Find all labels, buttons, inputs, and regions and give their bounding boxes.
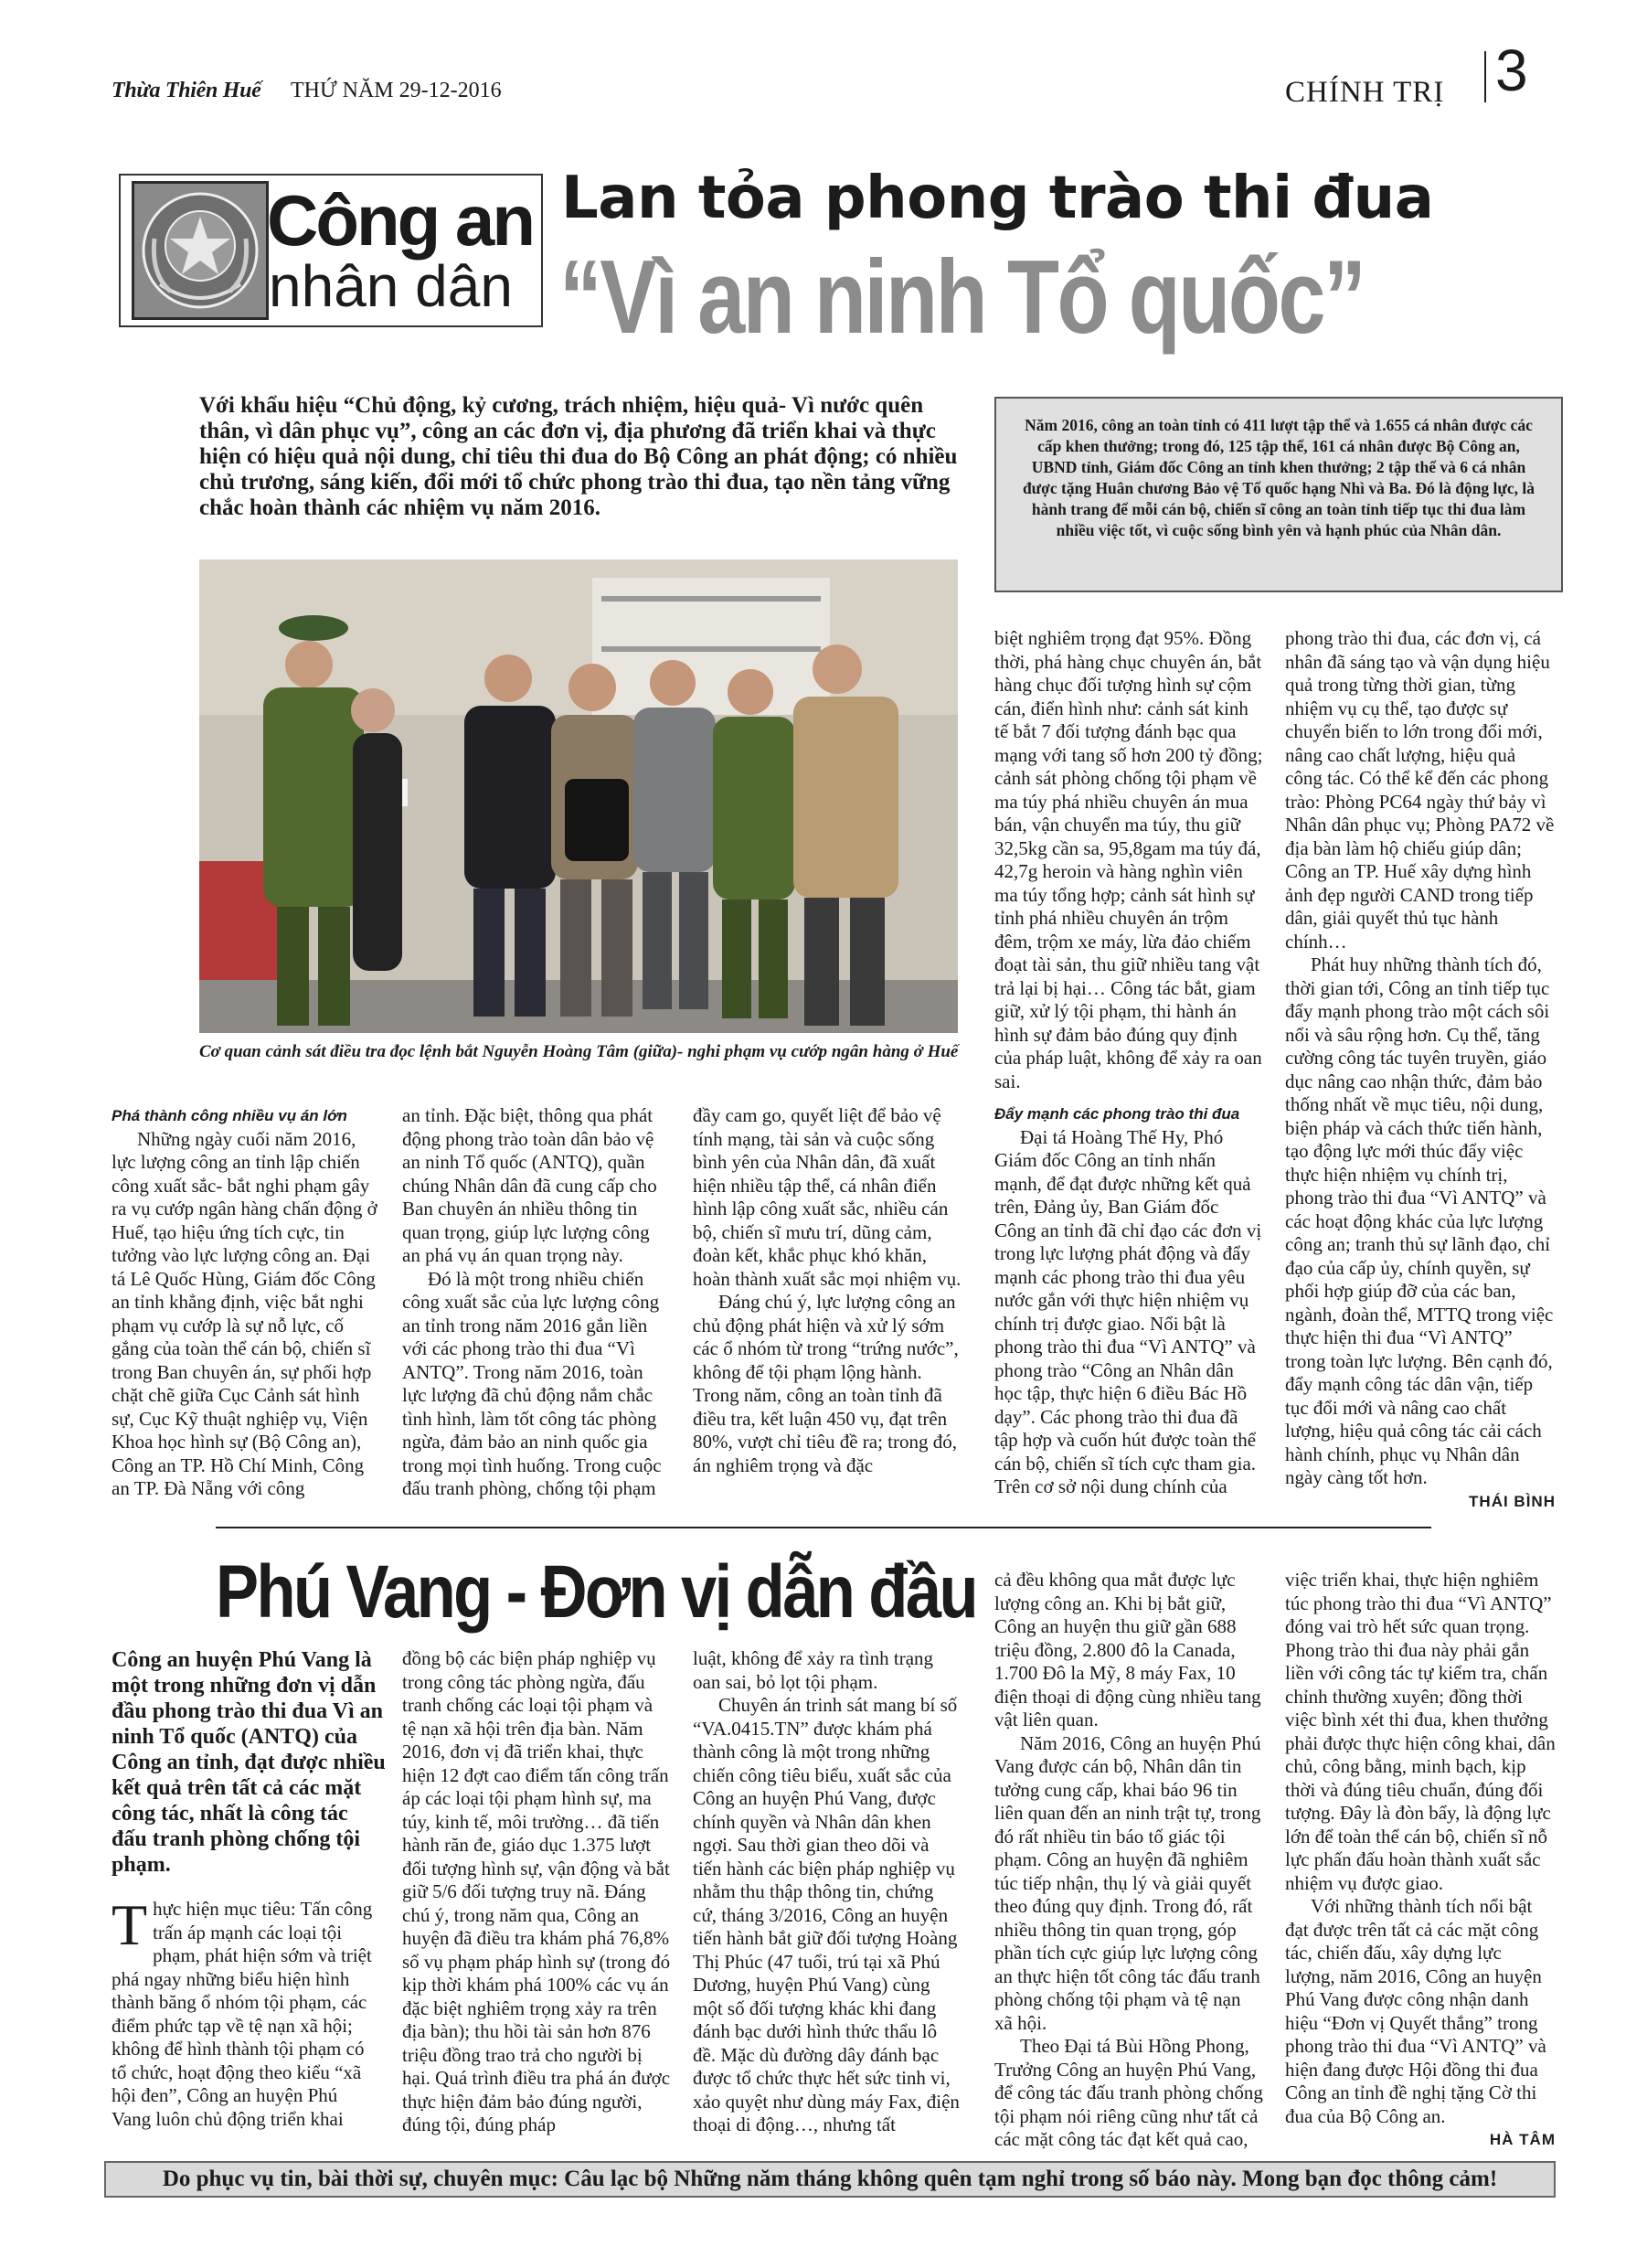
publication-name: Thừa Thiên Huế xyxy=(112,79,261,102)
article2-column-2 xyxy=(402,1647,671,2137)
paragraph: việc triển khai, thực hiện nghiêm túc phong trào thi đua “Vì ANTQ” đóng vai trò hết sức quan trọng. Phong trào thi đua này phải gắn liền với công tác tự kiểm tra, chấn chỉnh thường xuyên; đồng thời việc bình xét thi đua, khen thưởng phải được thực hiện công khai, dân chủ, công bằng, minh bạch, kịp thời và đúng tiêu chuẩn, đúng đối tượng. Đây là đòn bẩy, là động lực lớn để toàn thể cán bộ, chiến sĩ nỗ lực phấn đấu hoàn thành xuất sắc nhiệm vụ được giao. xyxy=(1285,1569,1556,1894)
article2-lead: Công an huyện Phú Vang là một trong những đơn vị dẫn đầu phong trào thi đua Vì an ninh Tổ quốc (ANTQ) của Công an tỉnh, đạt được nhiều kết quả trên tất cả các mặt công tác, nhất là công tác đấu tranh phòng chống tội phạm. xyxy=(112,1648,386,1877)
headline-line2: “Vì an ninh Tổ quốc” xyxy=(559,240,1365,356)
emblem-graphic xyxy=(134,184,266,317)
article2-column-3 xyxy=(693,1647,962,2137)
paragraph: Đó là một trong nhiều chiến công xuất sắc của lực lượng công an tỉnh trong năm 2016 gắn liền với các phong trào thi đua “Vì ANTQ”. Trong năm 2016, toàn lực lượng đã chủ động nắm chắc tình hình, làm tốt công tác phòng ngừa, đảm bảo an ninh quốc gia trong mọi tình huống. Trong cuộc đấu tranh phòng, chống tội phạm xyxy=(402,1267,662,1499)
paragraph: đầy cam go, quyết liệt để bảo vệ tính mạng, tài sản và cuộc sống bình yên của Nhân dân, đã xuất hiện nhiều tập thể, cá nhân điển hình lập công xuất sắc, nhiều cán bộ, chiến sĩ mưu trí, dũng cảm, đoàn kết, khắc phục khó khăn, hoàn thành xuất sắc mọi nhiệm vụ. xyxy=(693,1104,962,1290)
paragraph: Đại tá Hoàng Thế Hy, Phó Giám đốc Công an tỉnh nhấn mạnh, để đạt được những kết quả trên, Đảng ủy, Ban Giám đốc Công an tỉnh đã chỉ đạo các đơn vị trong lực lượng phát động và đẩy mạnh các phong trào thi đua yêu nước gắn với thực hiện nhiệm vụ chính trị được giao. Nổi bật là phong trào thi đua “Vì ANTQ” và phong trào “Công an Nhân dân học tập, thực hiện 6 điều Bác Hồ dạy”. Các phong trào thi đua đã tập hợp và cuốn hút được toàn thể cán bộ, chiến sĩ tích cực tham gia. Trên cơ sở nội dung chính của xyxy=(994,1125,1262,1497)
paragraph: Năm 2016, Công an huyện Phú Vang được cán bộ, Nhân dân tin tưởng cung cấp, khai báo 96 tin liên quan đến an ninh trật tự, trong đó rất nhiều tin báo tố giác tội phạm. Công an huyện đã nghiêm túc tiếp nhận, thụ lý và giải quyết theo đúng quy định. Trong đó, rất nhiều thông tin quan trọng, góp phần tích cực giúp lực lượng công an thực hiện tốt công tác đấu tranh phòng chống tội phạm và tệ nạn xã hội. xyxy=(994,1731,1261,2034)
photo-caption: Cơ quan cảnh sát điều tra đọc lệnh bắt Nguyễn Hoàng Tâm (giữa)- nghi phạm vụ cướp ngân hàng ở Huế xyxy=(199,1042,959,1061)
arrest-scene-image xyxy=(199,559,958,1033)
paragraph: Đáng chú ý, lực lượng công an chủ động phát hiện và xử lý sớm các ổ nhóm từ trong “trứng nước”, không để tội phạm lộng hành. Trong năm, công an toàn tỉnh đã điều tra, kết luận 450 vụ, đạt trên 80%, vượt chỉ tiêu đề ra; trong đó, án nghiêm trọng và đặc xyxy=(693,1291,959,1476)
paragraph: đồng bộ các biện pháp nghiệp vụ trong công tác phòng ngừa, đấu tranh chống các loại tội phạm và tệ nạn xã hội trên địa bàn. Năm 2016, đơn vị đã triển khai, thực hiện 12 đợt cao điểm tấn công trấn áp các loại tội phạm hình sự, ma túy, kinh tế, môi trường… đã tiến hành răn đe, giáo dục 1.375 lượt đối tượng hình sự, vận động và bắt giữ 5/6 đối tượng truy nã. Đáng chú ý, trong năm qua, Công an huyện đã điều tra khám phá 76,8% số vụ phạm pháp hình sự (trong đó kịp thời khám phá 100% các vụ án đặc biệt nghiêm trọng xảy ra trên địa bàn); thu hồi tài sản hơn 876 triệu đồng trao trả cho người bị hại. Quá trình điều tra phá án được thực hiện đảm bảo đúng người, đúng tội, đúng pháp xyxy=(402,1647,671,2135)
news-photo xyxy=(199,559,958,1033)
page-number: 3 xyxy=(1495,37,1528,103)
article1-column-4 xyxy=(994,627,1263,1499)
paragraph: biệt nghiêm trọng đạt 95%. Đồng thời, phá hàng chục chuyên án, bắt hàng chục đối tượng hình sự cộm cán, điển hình như: cảnh sát kinh tế bắt 7 đối tượng đánh bạc qua mạng với tang số hơn 200 tỷ đồng; cảnh sát phòng chống tội phạm về ma túy phá nhiều chuyên án mua bán, vận chuyển ma túy, thu giữ 32,5kg cần sa, 95,8gam ma túy đá, 42,7g heroin và hàng nghìn viên ma túy tổng hợp; cảnh sát hình sự tỉnh phá nhiều chuyên án trộm đêm, trộm xe máy, lừa đảo chiếm đoạt tài sản, thu giữ nhiều tang vật trả lại bị hại… Công tác bắt, giam giữ, xử lý tội phạm, thi hành án hình sự đảm bảo đúng quy định của pháp luật, không để xảy ra oan sai. xyxy=(994,627,1263,1092)
article2-column-1 xyxy=(112,1892,378,2131)
issue-date: THỨ NĂM 29-12-2016 xyxy=(291,79,502,102)
paragraph: Phát huy những thành tích đó, thời gian tới, Công an tỉnh tiếp tục đẩy mạnh phong trào một cách sôi nổi và sâu rộng hơn. Cụ thể, tăng cường công tác tuyên truyền, giáo dục nâng cao nhận thức, đảm bảo thống nhất về mục tiêu, nội dung, biện pháp và cách thức tiến hành, tạo động lực mới thúc đẩy việc thực hiện nhiệm vụ chính trị, phong trào thi đua “Vì ANTQ” và các hoạt động khác của lực lượng công an; tranh thủ sự lãnh đạo, chỉ đạo của cấp ủy, chính quyền, sự phối hợp giúp đỡ của các ban, ngành, đoàn thể, MTTQ trong việc thực hiện thi đua “Vì ANTQ” trong toàn lực lượng. Bên cạnh đó, đẩy mạnh công tác dân vận, tiếp tục đổi mới và nâng cao chất lượng, hiệu quả công tác cải cách hành chính, phục vụ Nhân dân ngày càng tốt hơn. xyxy=(1285,953,1554,1488)
police-emblem-icon xyxy=(132,181,269,320)
article2-column-4 xyxy=(994,1569,1263,2152)
logo-title-line1: Công an xyxy=(267,180,533,261)
section-title: CHÍNH TRỊ xyxy=(1285,76,1445,109)
paragraph: Với những thành tích nổi bật đạt được trên tất cả các mặt công tác, chiến đấu, xây dựng lực lượng, năm 2016, Công an huyện Phú Vang được công nhận danh hiệu “Đơn vị Quyết thắng” trong phong trào thi đua “Vì ANTQ” và hiện đang được Hội đồng thi đua Công an tỉnh đề nghị tặng Cờ thi đua của Bộ Công an. xyxy=(1285,1895,1546,2127)
paragraph: Chuyên án trinh sát mang bí số “VA.0415.TN” được khám phá thành công là một trong những chiến công tiêu biểu, xuất sắc của Công an huyện Phú Vang, được chính quyền và Nhân dân khen ngợi. Sau thời gian theo dõi và tiến hành các biện pháp nghiệp vụ nhằm thu thập thông tin, chứng cứ, tháng 3/2016, Công an huyện tiến hành bắt giữ đối tượng Hoàng Thị Phúc (47 tuổi, trú tại xã Phú Dương, huyện Phú Vang) cùng một số đối tượng khác khi đang đánh bạc dưới hình thức thẩu lô đề. Mặc dù đường dây đánh bạc được tổ chức thực hết sức tinh vi, xảo quyệt như dùng máy Fax, điện thoại di động…, nhưng tất xyxy=(693,1694,960,2135)
paragraph: an tỉnh. Đặc biệt, thông qua phát động phong trào toàn dân bảo vệ an ninh Tổ quốc (ANTQ), quần chúng Nhân dân đã cung cấp cho Ban chuyên án nhiều thông tin quan trọng, giúp lực lượng công an phá vụ án quan trọng này. xyxy=(402,1104,657,1266)
headline-line1: Lan tỏa phong trào thi đua xyxy=(561,165,1434,232)
paragraph: phong trào thi đua, các đơn vị, cá nhân đã sáng tạo và vận dụng hiệu quả trong từng thời gian, từng nhiệm vụ cụ thể, tạo được sự chuyển biến to lớn trong đổi mới, nâng cao chất lượng, hiệu quả công tác. Có thể kể đến các phong trào: Phòng PC64 ngày thứ bảy vì Nhân dân phục vụ; Phòng PA72 về địa bàn làm hộ chiếu giúp dân; Công an TP. Huế xây dựng hình ảnh đẹp người CAND trong tiếp dân, giải quyết thủ tục hành chính… xyxy=(1285,627,1555,953)
subheading: Phá thành công nhiều vụ án lớn xyxy=(112,1107,347,1124)
article1-column-1 xyxy=(112,1104,378,1501)
paragraph: Theo Đại tá Bùi Hồng Phong, Trưởng Công an huyện Phú Vang, để công tác đấu tranh phòng chống tội phạm nói riêng cũng như tất cả các mặt công tác đạt kết quả cao, xyxy=(994,2035,1263,2150)
paragraph: luật, không để xảy ra tình trạng oan sai, bỏ lọt tội phạm. xyxy=(693,1647,934,1693)
logo-title-line2: nhân dân xyxy=(269,253,513,319)
article-lead: Với khẩu hiệu “Chủ động, kỷ cương, trách nhiệm, hiệu quả- Vì nước quên thân, vì dân phục vụ”, công an các đơn vị, địa phương đã triển khai và thực hiện có hiệu quả nội dung, chỉ tiêu thi đua do Bộ Công an phát động; có nhiều chủ trương, sáng kiến, đổi mới tổ chức phong trào thi đua, tạo nền tảng vững chắc hoàn thành các nhiệm vụ năm 2016. xyxy=(199,393,958,520)
highlight-box: Năm 2016, công an toàn tỉnh có 411 lượt tập thể và 1.655 cá nhân được các cấp khen thưởng; trong đó, 125 tập thể, 161 cá nhân được Bộ Công an, UBND tỉnh, Giám đốc Công an tỉnh khen thưởng; 2 tập thể và 6 cá nhân được tặng Huân chương Bảo vệ Tổ quốc hạng Nhì và Ba. Đó là động lực, là hành trang để mỗi cán bộ, chiến sĩ công an toàn tỉnh tiếp tục thi đua làm nhiều việc tốt, vì cuộc sống bình yên và hạnh phúc của Nhân dân. xyxy=(994,397,1563,592)
headline-article2: Phú Vang - Đơn vị dẫn đầu xyxy=(216,1550,976,1634)
notice-banner: Do phục vụ tin, bài thời sự, chuyên mục: Câu lạc bộ Những năm tháng không quên tạm nghỉ trong số báo này. Mong bạn đọc thông cảm! xyxy=(104,2161,1556,2198)
article1-column-3 xyxy=(693,1104,962,1477)
author-signature: THÁI BÌNH xyxy=(1469,1492,1556,1510)
author-signature: HÀ TÂM xyxy=(1489,2131,1556,2148)
article2-column-5 xyxy=(1285,1569,1556,2152)
drop-cap: T xyxy=(112,1892,148,1957)
cand-logo-box xyxy=(119,174,543,327)
paragraph: Những ngày cuối năm 2016, lực lượng công an tỉnh lập chiến công xuất sắc- bắt nghi phạm gây ra vụ cướp ngân hàng chấn động ở Huế, tạo hiệu ứng tích cực, tin tưởng vào lực lượng công an. Đại tá Lê Quốc Hùng, Giám đốc Công an tỉnh khẳng định, việc bắt nghi phạm vụ cướp là sự nỗ lực, cố gắng của toàn thể cán bộ, chiến sĩ trong Ban chuyên án, sự phối hợp chặt chẽ giữa Cục Cảnh sát hình sự, Cục Kỹ thuật nghiệp vụ, Viện Khoa học hình sự (Bộ Công an), Công an TP. Hồ Chí Minh, Công an TP. Đà Nẵng với công xyxy=(112,1127,377,1499)
article1-column-5 xyxy=(1285,627,1556,1513)
article1-column-2 xyxy=(402,1104,671,1501)
article-divider xyxy=(216,1527,1431,1528)
page-number-divider xyxy=(1484,51,1486,102)
paragraph xyxy=(112,1892,378,2131)
subheading: Đẩy mạnh các phong trào thi đua xyxy=(994,1105,1240,1123)
paragraph: cả đều không qua mắt được lực lượng công an. Khi bị bắt giữ, Công an huyện thu giữ gần 688 triệu đồng, 2.800 đô la Canada, 1.700 Đô la Mỹ, 8 máy Fax, 10 điện thoại di động cùng nhiều tang vật liên quan. xyxy=(994,1569,1261,1730)
paragraph-text: hực hiện mục tiêu: Tấn công trấn áp mạnh các loại tội phạm, phát hiện sớm và triệt phá ngay những biểu hiện hình thành băng ổ nhóm tội phạm, các điểm phức tạp về tệ nạn xã hội; không để hình thành tội phạm có tổ chức, hoạt động theo kiểu “xã hội đen”, Công an huyện Phú Vang luôn chủ động triển khai xyxy=(112,1898,373,2130)
